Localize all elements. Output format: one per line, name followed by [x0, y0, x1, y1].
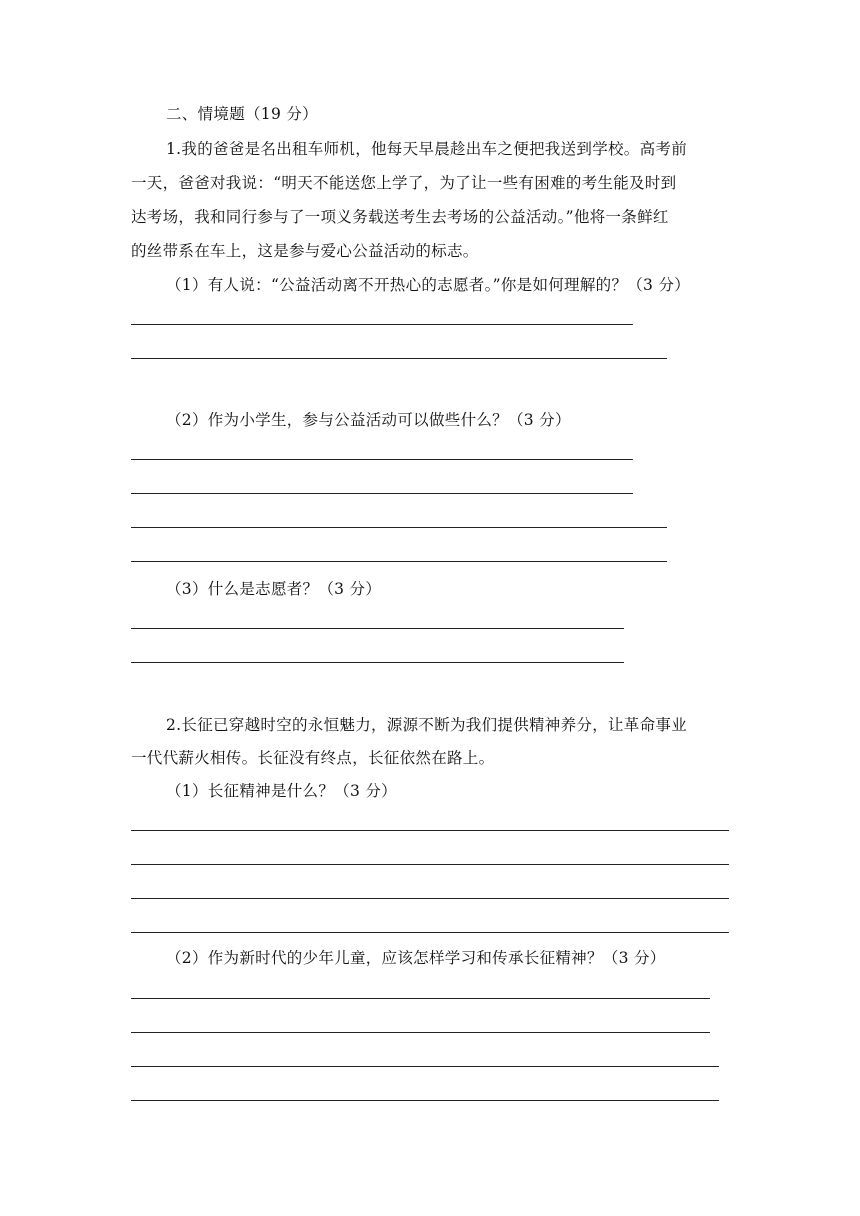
answer-line[interactable]: [131, 662, 624, 663]
answer-line[interactable]: [131, 1066, 719, 1067]
answer-line[interactable]: [131, 628, 624, 629]
q2-stem-line-1: 2.长征已穿越时空的永恒魅力，源源不断为我们提供精神养分，让革命事业: [166, 716, 687, 734]
q1-subquestion-1: （1）有人说：“公益活动离不开热心的志愿者。”你是如何理解的？（3 分）: [166, 276, 691, 294]
answer-line[interactable]: [131, 1100, 719, 1101]
answer-line[interactable]: [131, 898, 729, 899]
q1-stem-line-2: 一天，爸爸对我说：“明天不能送您上学了，为了让一些有困难的考生能及时到: [131, 174, 677, 192]
answer-line[interactable]: [131, 830, 729, 831]
answer-line[interactable]: [131, 998, 710, 999]
answer-line[interactable]: [131, 358, 667, 359]
q2-subquestion-1: （1）长征精神是什么？（3 分）: [166, 782, 397, 800]
answer-line[interactable]: [131, 864, 729, 865]
answer-line[interactable]: [131, 561, 667, 562]
q2-stem-line-2: 一代代薪火相传。长征没有终点，长征依然在路上。: [131, 749, 495, 767]
q1-stem-line-4: 的丝带系在车上，这是参与爱心公益活动的标志。: [131, 242, 479, 260]
q1-subquestion-2: （2）作为小学生，参与公益活动可以做些什么？（3 分）: [166, 411, 571, 429]
q1-stem-line-1: 1.我的爸爸是名出租车师机，他每天早晨趁出车之便把我送到学校。高考前: [166, 140, 687, 158]
q2-subquestion-2: （2）作为新时代的少年儿童，应该怎样学习和传承长征精神？（3 分）: [166, 949, 666, 967]
answer-line[interactable]: [131, 324, 633, 325]
answer-line[interactable]: [131, 459, 633, 460]
answer-line[interactable]: [131, 527, 667, 528]
answer-line[interactable]: [131, 932, 729, 933]
answer-line[interactable]: [131, 493, 633, 494]
q1-stem-line-3: 达考场，我和同行参与了一项义务载送考生去考场的公益活动。”他将一条鲜红: [131, 208, 669, 226]
section-heading: 二、情境题（19 分）: [166, 105, 318, 123]
q1-subquestion-3: （3）什么是志愿者？（3 分）: [166, 580, 382, 598]
answer-line[interactable]: [131, 1032, 710, 1033]
